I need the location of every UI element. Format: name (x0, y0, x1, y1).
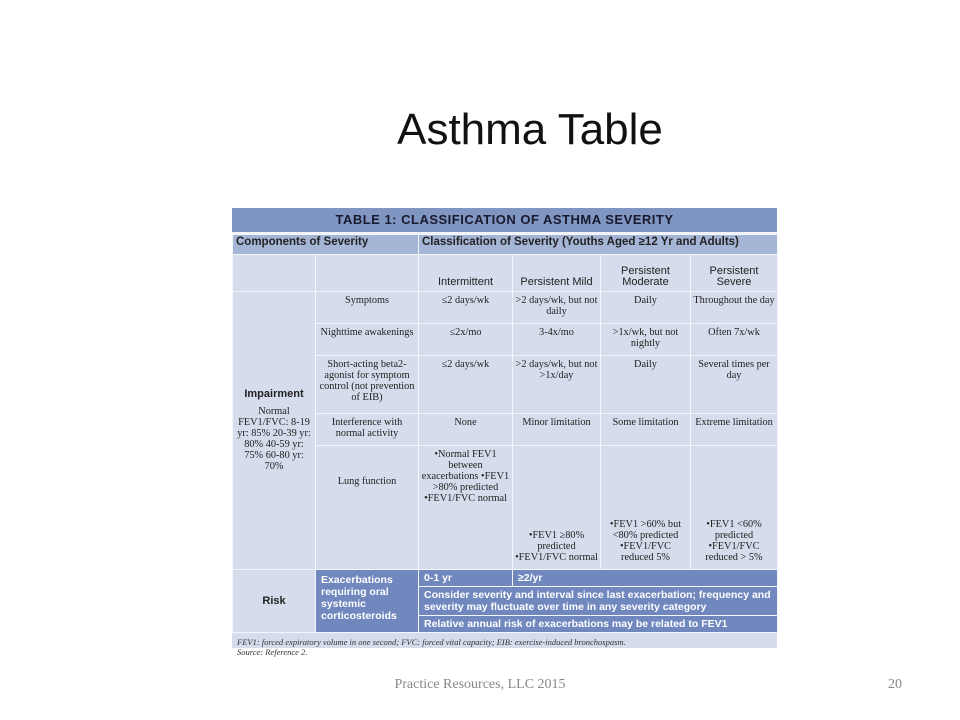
row-value: •FEV1 ≥80% predicted •FEV1/FVC normal (513, 446, 601, 570)
row-label: Lung function (316, 446, 419, 570)
row-value: Minor limitation (513, 414, 601, 446)
impairment-cell (233, 292, 316, 570)
col-persistent-mild: Persistent Mild (513, 255, 601, 292)
footnote-abbreviations: FEV1: forced expiratory volume in one second; FVC: forced vital capacity; EIB: exercise-induced bronchospasm. (237, 637, 626, 647)
col-intermittent: Intermittent (419, 255, 513, 292)
column-header-row (233, 255, 778, 292)
row-value: Throughout the day (691, 292, 778, 324)
header-components: Components of Severity (233, 235, 419, 255)
risk-label: Risk (233, 570, 316, 633)
row-value: ≤2x/mo (419, 324, 513, 356)
row-value: •FEV1 >60% but <80% predicted •FEV1/FVC reduced 5% (601, 446, 691, 570)
row-value: •FEV1 <60% predicted •FEV1/FVC reduced > 5% (691, 446, 778, 570)
row-label: Interference with normal activity (316, 414, 419, 446)
col-persistent-severe: Persistent Severe (691, 255, 778, 292)
row-value: >2 days/wk, but not >1x/day (513, 356, 601, 414)
row-value: Often 7x/wk (691, 324, 778, 356)
risk-relative-note: Relative annual risk of exacerbations may be related to FEV1 (419, 616, 778, 633)
risk-row (233, 570, 778, 587)
page-number: 20 (888, 677, 902, 692)
risk-component: Exacerbations requiring oral systemic corticosteroids (316, 570, 419, 633)
footnote-source: Source: Reference 2. (237, 647, 308, 657)
table-row (233, 292, 778, 324)
impairment-note: Normal FEV1/FVC: 8-19 yr: 85% 20-39 yr: 80% 40-59 yr: 75% 60-80 yr: 70% (237, 406, 311, 472)
row-value: Daily (601, 356, 691, 414)
slide-title: Asthma Table (397, 105, 663, 154)
risk-frequency-low: 0-1 yr (419, 570, 513, 587)
row-value: Some limitation (601, 414, 691, 446)
row-value: Several times per day (691, 356, 778, 414)
asthma-severity-table (232, 208, 777, 657)
row-value: 3-4x/mo (513, 324, 601, 356)
row-value: Extreme limitation (691, 414, 778, 446)
row-label: Nighttime awakenings (316, 324, 419, 356)
severity-grid (232, 234, 778, 633)
table-title: TABLE 1: CLASSIFICATION OF ASTHMA SEVERITY (232, 208, 777, 234)
row-value: >2 days/wk, but not daily (513, 292, 601, 324)
header-classification: Classification of Severity (Youths Aged ≥12 Yr and Adults) (419, 235, 778, 255)
risk-consider-note: Consider severity and interval since last exacerbation; frequency and severity may fluctuate over time in any severity category (419, 587, 778, 616)
row-value: Daily (601, 292, 691, 324)
row-value: >1x/wk, but not nightly (601, 324, 691, 356)
row-value: None (419, 414, 513, 446)
empty-cell (233, 255, 316, 292)
row-value: •Normal FEV1 between exacerbations •FEV1 >80% predicted •FEV1/FVC normal (419, 446, 513, 570)
risk-frequency-high: ≥2/yr (513, 570, 778, 587)
col-persistent-moderate: Persistent Moderate (601, 255, 691, 292)
empty-cell (316, 255, 419, 292)
table-footnote (232, 633, 777, 661)
impairment-label: Impairment (244, 388, 304, 400)
row-label: Short-acting beta2-agonist for symptom control (not prevention of EIB) (316, 356, 419, 414)
row-value: ≤2 days/wk (419, 356, 513, 414)
row-label: Symptoms (316, 292, 419, 324)
header-row (233, 235, 778, 255)
slide-footer: Practice Resources, LLC 2015 (394, 677, 566, 692)
row-value: ≤2 days/wk (419, 292, 513, 324)
